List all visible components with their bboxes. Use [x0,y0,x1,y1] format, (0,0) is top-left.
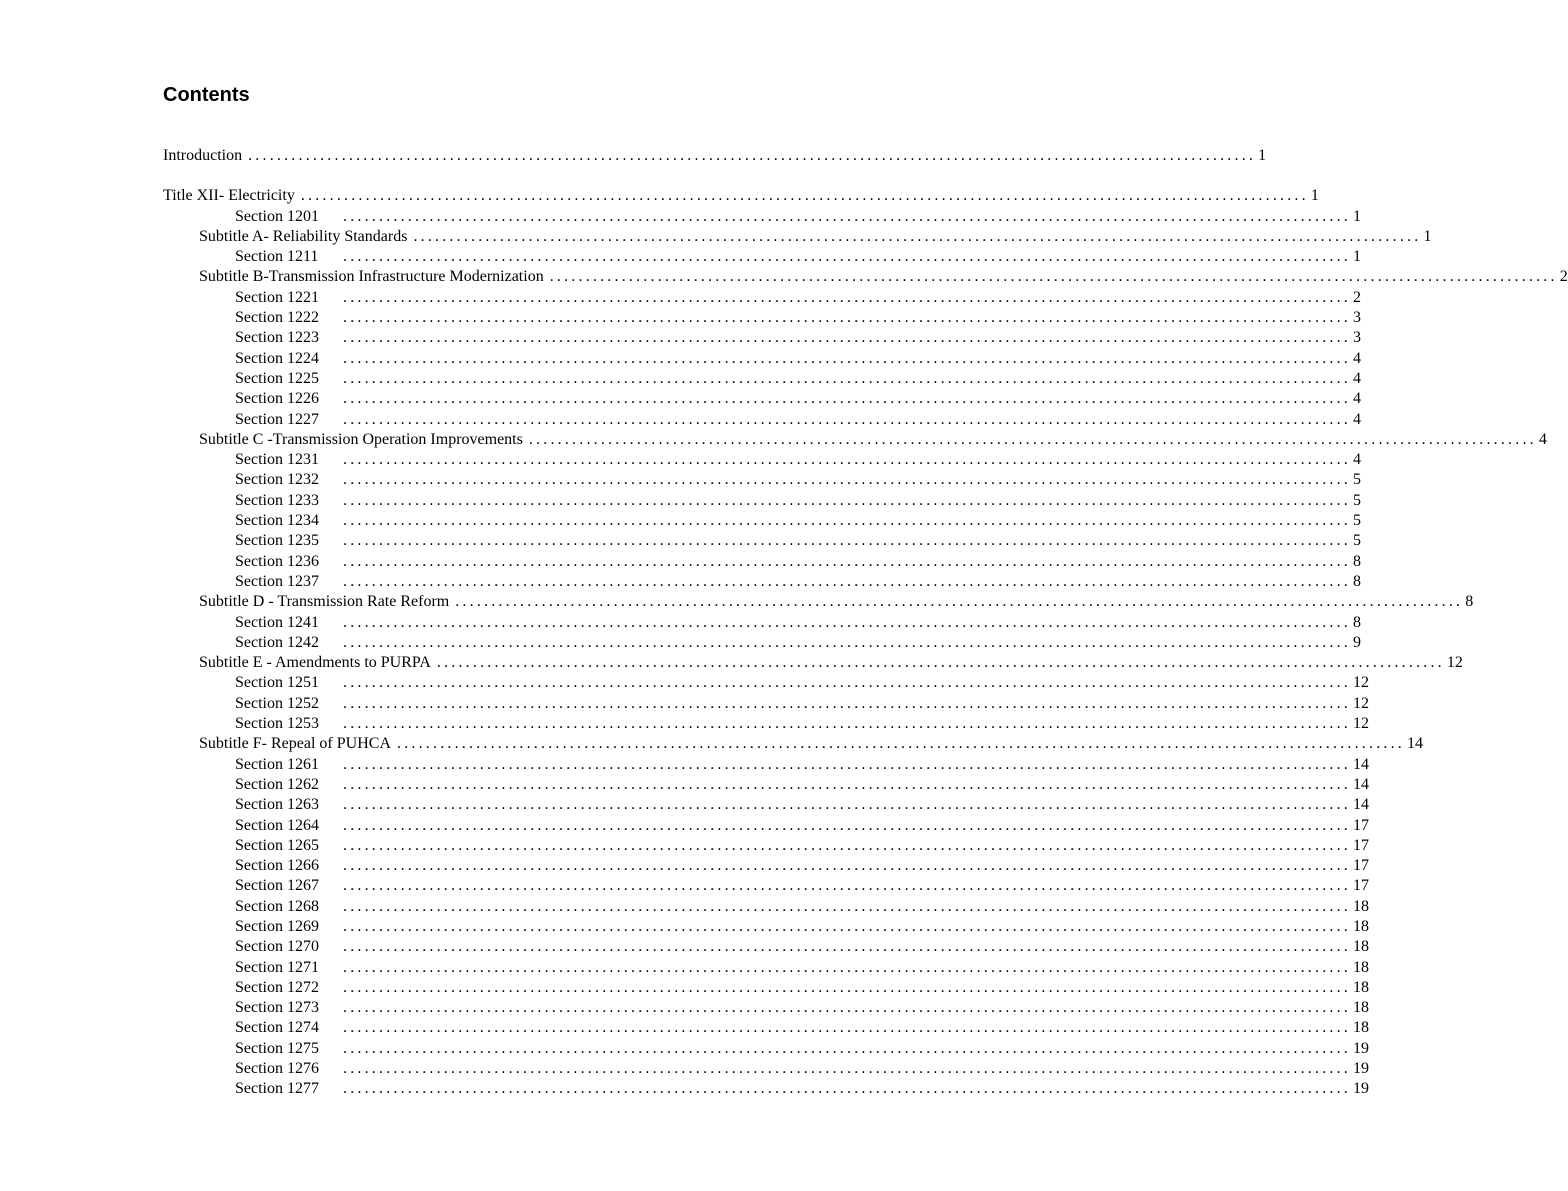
dot-leader: ............................................................................................................................................ [455,593,1464,611]
toc-entry-label: Section 1241 [235,613,319,631]
dot-leader: ............................................................................................................................................ [343,288,1351,306]
toc-section-entry[interactable] [163,694,1369,714]
toc-page-number: 14 [1353,755,1369,773]
toc-entry-label: Section 1235 [235,532,319,550]
toc-section-entry[interactable] [163,389,1361,409]
toc-section-entry[interactable] [163,369,1361,389]
toc-section-entry[interactable] [163,613,1361,633]
dot-leader: ............................................................................................................................................ [343,572,1351,590]
dot-leader: ............................................................................................................................................ [343,248,1351,266]
toc-section-entry[interactable] [163,958,1369,978]
dot-leader: ............................................................................................................................................ [343,491,1351,509]
toc-page-number: 12 [1353,715,1369,733]
toc-entry-label: Section 1225 [235,369,319,387]
dot-leader: ............................................................................................................................................ [343,938,1351,956]
toc-section-entry[interactable] [163,978,1369,998]
dot-leader: ............................................................................................................................................ [343,1060,1351,1078]
toc-entry-label: Title XII- Electricity [163,187,295,205]
toc-page-number: 8 [1465,593,1474,611]
dot-leader: ............................................................................................................................................ [343,796,1351,814]
toc-entry-label: Subtitle A- Reliability Standards [199,227,408,245]
dot-leader: ............................................................................................................................................ [343,816,1351,834]
toc-page-number: 12 [1446,654,1463,672]
toc-section-entry[interactable] [163,998,1369,1018]
toc-page-number: 14 [1407,735,1423,753]
toc-section-entry[interactable] [163,349,1361,369]
dot-leader: ............................................................................................................................................ [343,552,1351,570]
toc-entry-label: Introduction [163,147,243,164]
toc-section-entry[interactable] [163,1059,1369,1079]
toc-entry-label: Section 1274 [235,1019,319,1037]
toc-section-entry[interactable] [163,491,1361,511]
toc-section-entry[interactable] [163,755,1369,775]
toc-page-number: 1 [1423,227,1432,245]
dot-leader: ............................................................................................................................................ [343,877,1351,895]
toc-page-number: 5 [1353,532,1361,550]
dot-leader: ............................................................................................................................................ [343,775,1351,793]
toc-entry-label: Section 1263 [235,796,319,814]
toc-section-entry[interactable] [163,714,1369,734]
dot-leader: ............................................................................................................................................ [343,451,1351,469]
toc-page-number: 19 [1353,1080,1369,1098]
toc-page-number: 17 [1353,816,1369,834]
toc-entry-label: Section 1276 [235,1060,319,1078]
dot-leader: ............................................................................................................................................ [436,654,1445,672]
toc-page-number: 4 [1538,430,1547,448]
toc-entry-label: Subtitle F- Repeal of PUHCA [199,735,391,753]
dot-leader: ............................................................................................................................................ [343,1039,1351,1057]
toc-entry-label: Section 1253 [235,715,319,733]
dot-leader: ............................................................................................................................................ [343,633,1351,651]
toc-page-number: 17 [1353,836,1369,854]
toc-page-number: 8 [1353,552,1361,570]
toc-section-entry[interactable] [163,1018,1369,1038]
dot-leader: ............................................................................................................................................ [343,674,1351,692]
toc-entry-label: Section 1233 [235,491,319,509]
toc-title-entry[interactable] [163,186,1319,206]
dot-leader: ............................................................................................................................................ [300,187,1309,205]
toc-entry-label: Subtitle D - Transmission Rate Reform [199,593,450,611]
toc-section-entry[interactable] [163,673,1369,693]
dot-leader: ............................................................................................................................................ [343,613,1351,631]
toc-subtitle-entry[interactable] [163,430,1547,450]
dot-leader: ............................................................................................................................................ [343,532,1351,550]
toc-page-number: 5 [1353,512,1361,530]
toc-entry-label: Section 1201 [235,207,319,225]
toc-entry-label: Section 1234 [235,512,319,530]
toc-section-entry[interactable] [163,1079,1369,1099]
toc-entry-label: Section 1266 [235,857,319,875]
toc-page-number: 19 [1353,1039,1369,1057]
toc-entry-label: Subtitle C -Transmission Operation Improvements [199,430,523,448]
toc-section-entry[interactable] [163,410,1361,430]
toc-page-number: 1 [1353,248,1361,266]
dot-leader: ............................................................................................................................................ [343,309,1351,327]
dot-leader: ............................................................................................................................................ [343,897,1351,915]
dot-leader: ............................................................................................................................................ [343,836,1351,854]
toc-page-number: 18 [1353,897,1369,915]
toc-entry-label: Section 1267 [235,877,319,895]
toc-page-number: 5 [1353,491,1361,509]
toc-subtitle-entry[interactable] [163,653,1463,673]
toc-section-entry[interactable] [163,470,1361,490]
toc-page-number: 18 [1353,938,1369,956]
toc-entry-label: Section 1252 [235,694,319,712]
toc-entry-label: Section 1223 [235,329,319,347]
toc-page-number: 4 [1353,390,1361,408]
dot-leader: ............................................................................................................................................ [343,1080,1351,1098]
toc-entry-label: Section 1272 [235,978,319,996]
toc-page-number: 4 [1353,451,1361,469]
toc-section-entry[interactable] [163,795,1369,815]
toc-entry-label: Section 1264 [235,816,319,834]
toc-subtitle-entry[interactable] [163,267,1568,287]
toc-section-entry[interactable] [163,856,1369,876]
toc-title-entry[interactable] [163,146,1267,166]
toc-section-entry[interactable] [163,897,1369,917]
toc-section-entry[interactable] [163,552,1361,572]
dot-leader: ............................................................................................................................................ [343,694,1351,712]
toc-page-number: 1 [1353,207,1361,225]
toc-section-entry[interactable] [163,207,1361,227]
toc-page-number: 19 [1353,1060,1369,1078]
toc-section-entry[interactable] [163,511,1361,531]
toc-section-entry[interactable] [163,917,1369,937]
toc-entry-label: Section 1270 [235,938,319,956]
toc-entry-label: Section 1273 [235,999,319,1017]
toc-section-entry[interactable] [163,308,1361,328]
toc-entry-label: Section 1231 [235,451,319,469]
toc-page-number: 18 [1353,999,1369,1017]
contents-heading: Contents [163,84,250,106]
toc-entry-label: Section 1211 [235,248,319,266]
dot-leader: ............................................................................................................................................ [413,227,1422,245]
toc-page-number: 17 [1353,877,1369,895]
toc-section-entry[interactable] [163,937,1369,957]
dot-leader: ............................................................................................................................................ [343,349,1351,367]
toc-page-number: 4 [1353,410,1361,428]
toc-subtitle-entry[interactable] [163,734,1423,754]
toc-entry-label: Section 1227 [235,410,319,428]
toc-page-number: 3 [1353,329,1361,347]
toc-page-number: 5 [1353,471,1361,489]
toc-entry-label: Section 1222 [235,309,319,327]
toc-page-number: 18 [1353,958,1369,976]
dot-leader: ............................................................................................................................................ [397,735,1405,753]
toc-entry-label: Section 1242 [235,633,319,651]
toc-entry-label: Section 1277 [235,1080,319,1098]
dot-leader: ............................................................................................................................................ [343,958,1351,976]
dot-leader: ............................................................................................................................................ [248,147,1257,164]
toc-entry-label: Section 1224 [235,349,319,367]
toc-section-entry[interactable] [163,531,1361,551]
toc-entry-label: Section 1275 [235,1039,319,1057]
toc-page-number: 18 [1353,1019,1369,1037]
toc-section-entry[interactable] [163,572,1361,592]
dot-leader: ............................................................................................................................................ [343,369,1351,387]
dot-leader: ............................................................................................................................................ [343,471,1351,489]
toc-entry-label: Section 1251 [235,674,319,692]
toc-page-number: 17 [1353,857,1369,875]
toc-page-number: 9 [1353,633,1361,651]
toc-page-number: 8 [1353,613,1361,631]
dot-leader: ............................................................................................................................................ [343,1019,1351,1037]
dot-leader: ............................................................................................................................................ [343,512,1351,530]
toc-entry-label: Section 1261 [235,755,319,773]
toc-section-entry[interactable] [163,775,1369,795]
toc-page-number: 4 [1353,369,1361,387]
toc-entry-label: Section 1232 [235,471,319,489]
dot-leader: ............................................................................................................................................ [343,390,1351,408]
toc-entry-label: Section 1268 [235,897,319,915]
toc-page-number: 18 [1353,978,1369,996]
toc-page-number: 12 [1353,674,1369,692]
dot-leader: ............................................................................................................................................ [549,268,1558,286]
toc-entry-label: Section 1265 [235,836,319,854]
toc-subtitle-entry[interactable] [163,592,1474,612]
toc-section-entry[interactable] [163,328,1361,348]
toc-page-number: 14 [1353,796,1369,814]
toc-page-number: 1 [1310,187,1319,205]
toc-entry-label: Section 1226 [235,390,319,408]
toc-section-entry[interactable] [163,247,1361,267]
toc-page-number: 2 [1353,288,1361,306]
toc-entry-label: Section 1237 [235,572,319,590]
dot-leader: ............................................................................................................................................ [528,430,1537,448]
table-of-contents [163,146,1568,1100]
toc-entry-label: Subtitle B-Transmission Infrastructure Modernization [199,268,544,286]
toc-page-number: 4 [1353,349,1361,367]
toc-page-number: 8 [1353,572,1361,590]
dot-leader: ............................................................................................................................................ [343,917,1351,935]
toc-section-entry[interactable] [163,876,1369,896]
toc-entry-label: Section 1269 [235,917,319,935]
toc-section-entry[interactable] [163,288,1361,308]
toc-section-entry[interactable] [163,450,1361,470]
dot-leader: ............................................................................................................................................ [343,857,1351,875]
toc-page-number: 2 [1559,268,1568,286]
toc-entry-label: Subtitle E - Amendments to PURPA [199,654,431,672]
dot-leader: ............................................................................................................................................ [343,715,1351,733]
dot-leader: ............................................................................................................................................ [343,329,1351,347]
toc-subtitle-entry[interactable] [163,227,1432,247]
toc-entry-label: Section 1236 [235,552,319,570]
toc-entry-label: Section 1221 [235,288,319,306]
dot-leader: ............................................................................................................................................ [343,978,1351,996]
toc-page-number: 1 [1258,147,1267,164]
toc-section-entry[interactable] [163,633,1361,653]
toc-entry-label: Section 1262 [235,775,319,793]
toc-section-entry[interactable] [163,836,1369,856]
toc-section-entry[interactable] [163,816,1369,836]
dot-leader: ............................................................................................................................................ [343,999,1351,1017]
dot-leader: ............................................................................................................................................ [343,755,1351,773]
dot-leader: ............................................................................................................................................ [343,207,1351,225]
toc-page-number: 12 [1353,694,1369,712]
toc-page-number: 14 [1353,775,1369,793]
toc-page-number: 18 [1353,917,1369,935]
toc-section-entry[interactable] [163,1039,1369,1059]
dot-leader: ............................................................................................................................................ [343,410,1351,428]
toc-entry-label: Section 1271 [235,958,319,976]
toc-page-number: 3 [1353,309,1361,327]
